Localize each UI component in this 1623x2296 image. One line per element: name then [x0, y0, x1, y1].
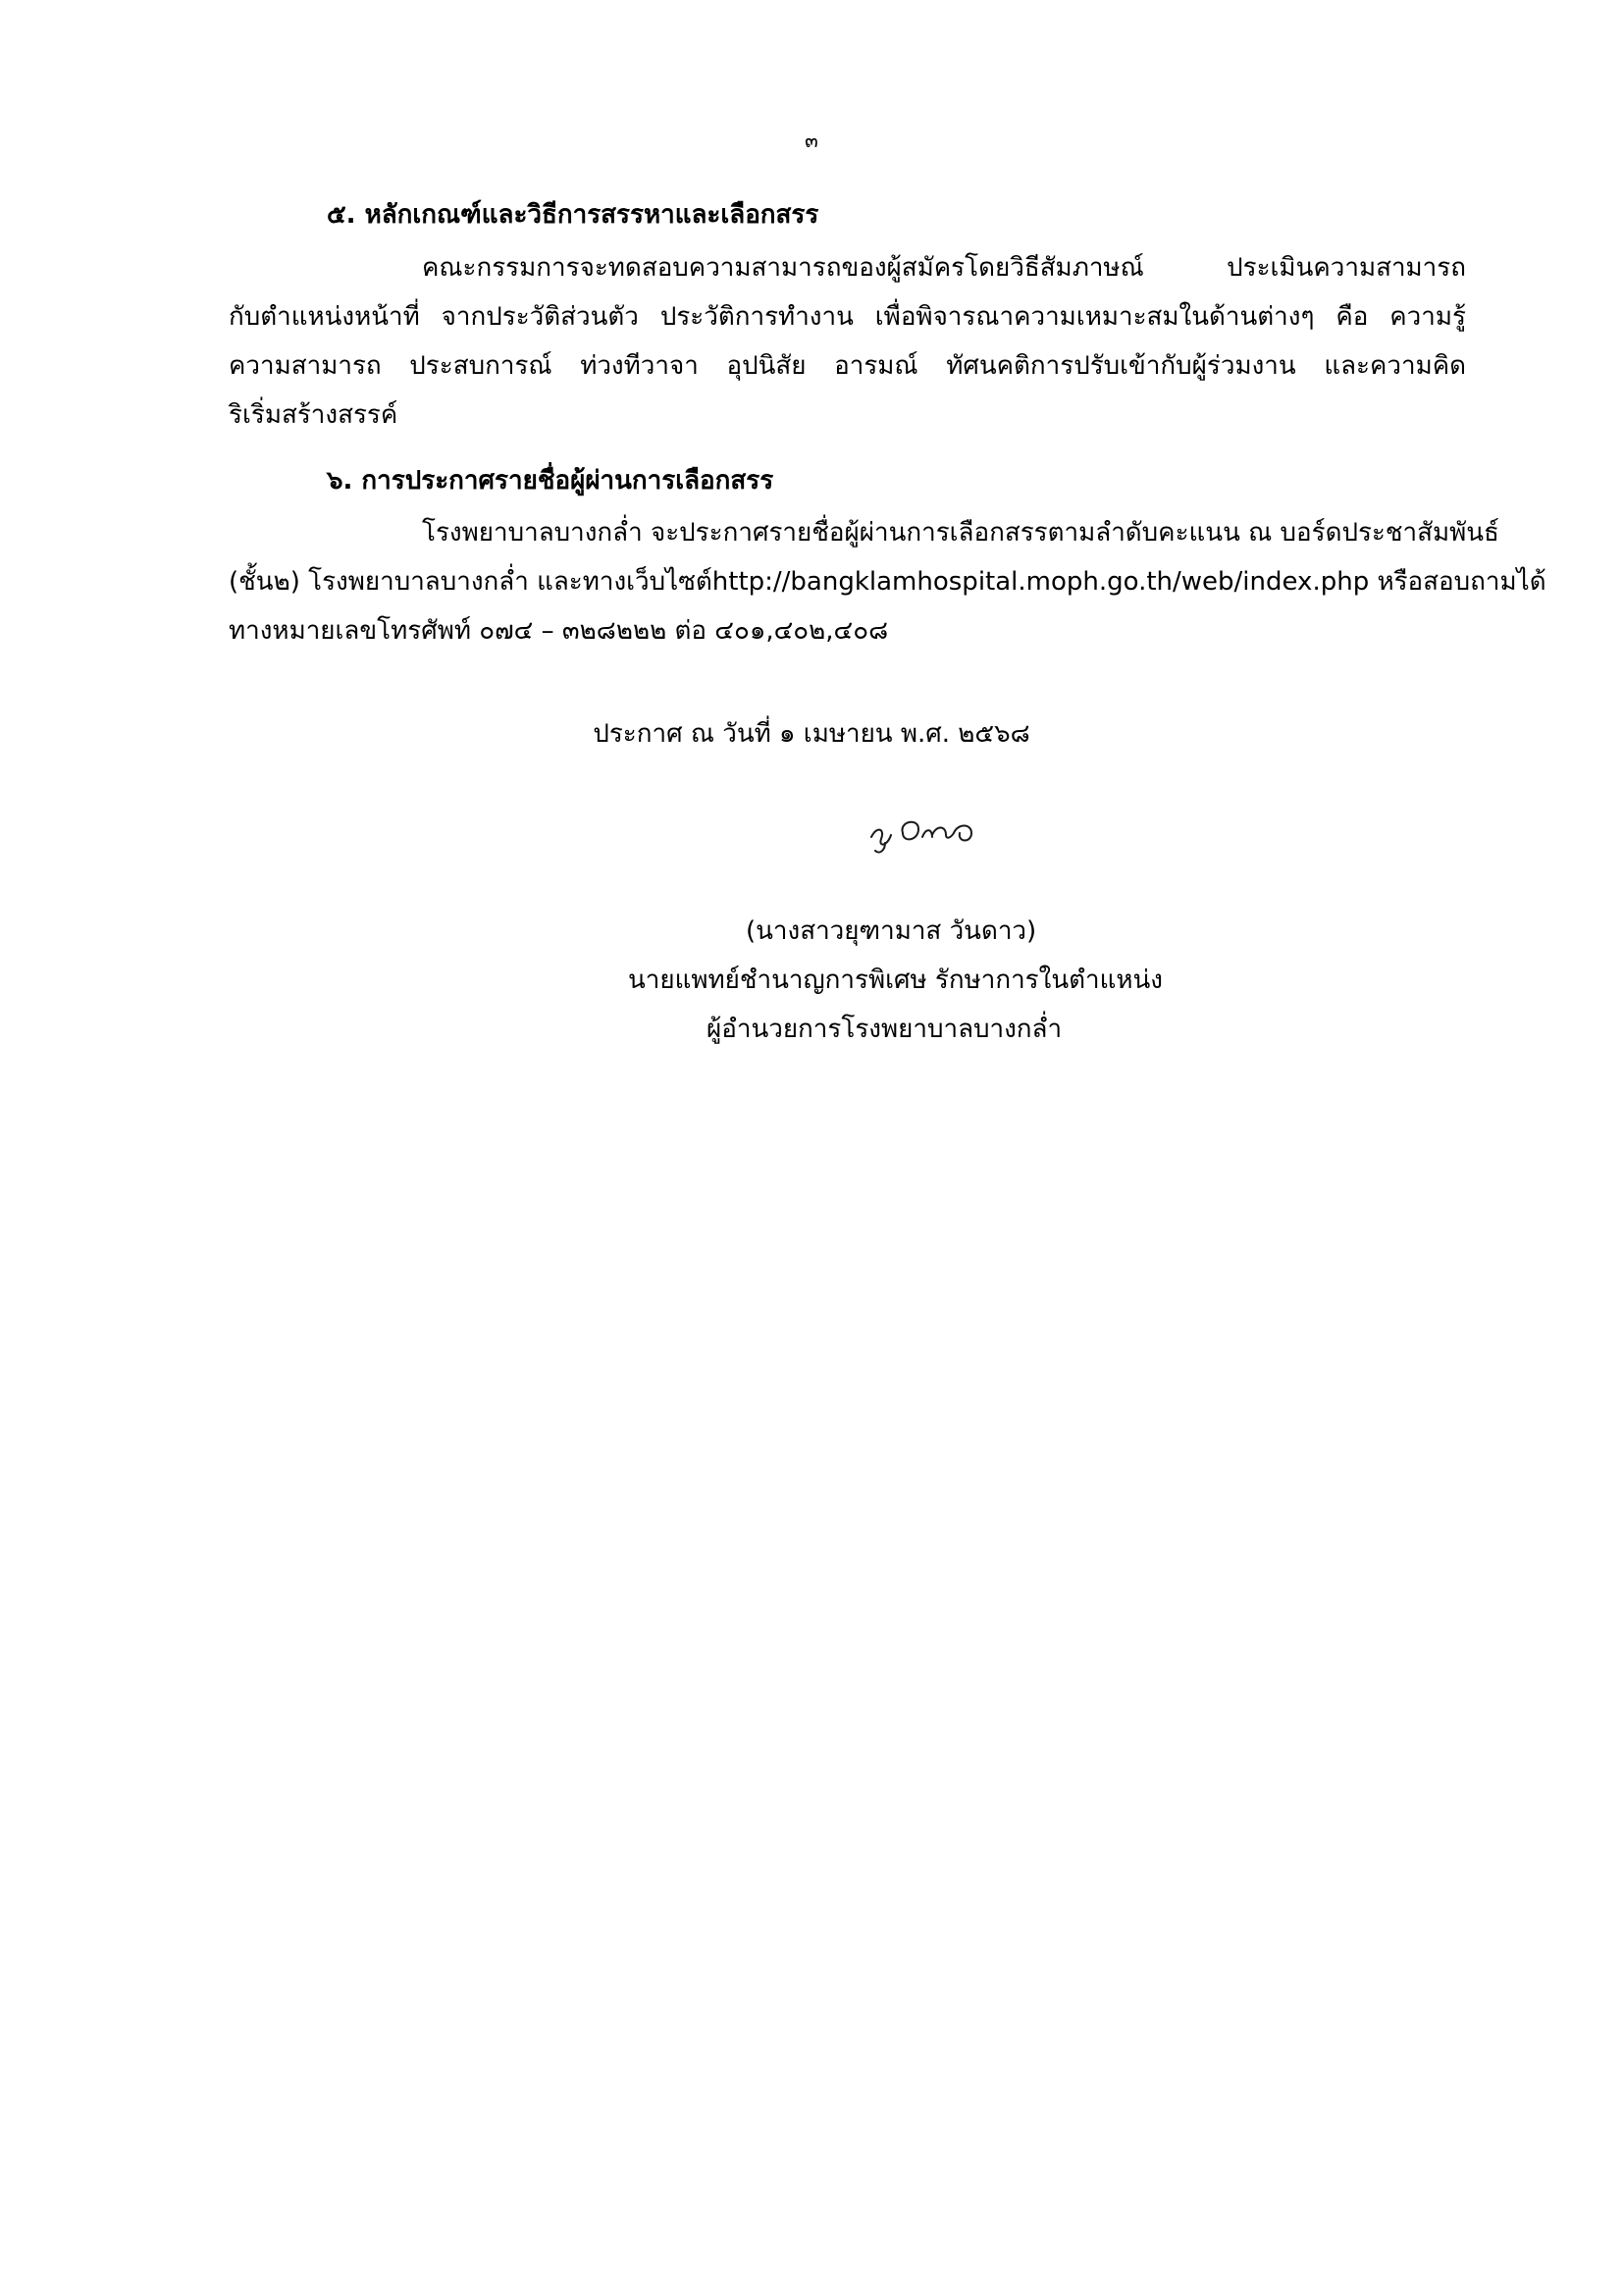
section5-paragraph-line: คณะกรรมการจะทดสอบความสามารถของผู้สมัครโดยวิธีสัมภาษณ์ ประเมินความสามารถ	[422, 253, 1466, 283]
signatory-position: ผู้อำนวยการโรงพยาบาลบางกล่ำ	[707, 1015, 1063, 1044]
signatory-position: นายแพทย์ชำนาญการพิเศษ รักษาการในตำแหน่ง	[628, 965, 1163, 995]
section5-heading: ๕. หลักเกณฑ์และวิธีการสรรหาและเลือกสรร	[327, 200, 819, 230]
section6-paragraph-line: (ชั้น๒) โรงพยาบาลบางกล่ำ และทางเว็บไซต์http://bangklamhospital.moph.go.th/web/index.php หรือสอบถามได้	[229, 567, 1546, 597]
page-number: ๓	[805, 129, 818, 152]
section6-paragraph-line: ทางหมายเลขโทรศัพท์ ๐๗๔ – ๓๒๘๒๒๒ ต่อ ๔๐๑,๔๐๒,๔๐๘	[229, 616, 889, 646]
section5-paragraph-line: ความสามารถ ประสบการณ์ ท่วงทีวาจา อุปนิสัย อารมณ์ ทัศนคติการปรับเข้ากับผู้ร่วมงาน และความคิด	[229, 351, 1466, 381]
section5-paragraph-line: ริเริ่มสร้างสรรค์	[229, 400, 398, 430]
announcement-date: ประกาศ ณ วันที่ ๑ เมษายน พ.ศ. ๒๕๖๘	[593, 719, 1030, 749]
signatory-name: (นางสาวยุฑามาส วันดาว)	[746, 916, 1037, 946]
section6-heading: ๖. การประกาศรายชื่อผู้ผ่านการเลือกสรร	[327, 466, 774, 496]
section5-paragraph-line: กับตำแหน่งหน้าที่ จากประวัติส่วนตัว ประวัติการทำงาน เพื่อพิจารณาความเหมาะสมในด้านต่างๆ คือ ความรู้	[229, 302, 1466, 332]
section6-paragraph-line: โรงพยาบาลบางกล่ำ จะประกาศรายชื่อผู้ผ่านการเลือกสรรตามลำดับคะแนน ณ บอร์ดประชาสัมพันธ์	[422, 518, 1499, 548]
signature-image	[864, 800, 1001, 859]
